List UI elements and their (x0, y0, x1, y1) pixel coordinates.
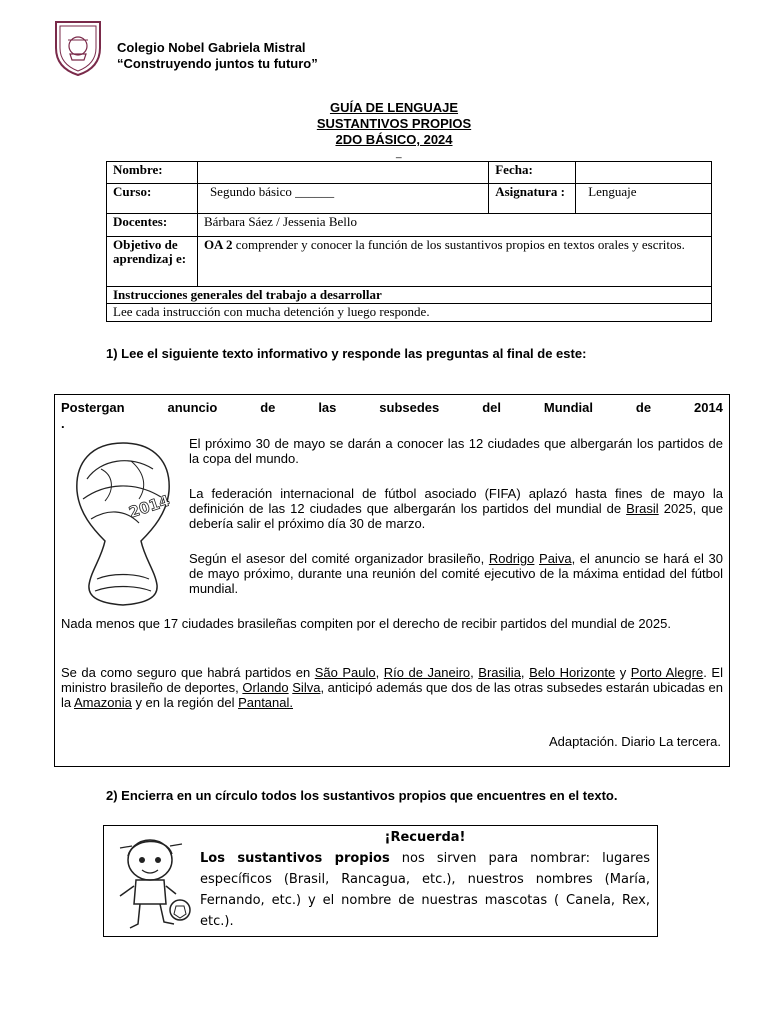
proper-noun-paiva: Paiva (539, 551, 572, 566)
objetivo-value (197, 237, 711, 287)
fecha-label: Fecha: (489, 162, 576, 184)
article-source: Adaptación. Diario La tercera. (549, 734, 721, 749)
title-dash: _ (396, 148, 402, 159)
nombre-field[interactable] (197, 162, 488, 184)
objetivo-code: OA 2 (203, 237, 233, 252)
guide-title: GUÍA DE LENGUAJE (329, 100, 459, 115)
article-paragraph-1: El próximo 30 de mayo se darán a conocer las 12 ciudades que albergarán los partidos de la copa del mundo. (189, 436, 723, 466)
objetivo-text: comprender y conocer la función de los sustantivos propios en textos orales y escritos. (232, 237, 685, 252)
article-paragraph-3: Según el asesor del comité organizador brasileño, Rodrigo Paiva, el anuncio se hará el 30 de mayo próximo, durante una reunión del comité ejecutivo de la máxima entidad del fútbol mundial. (189, 551, 723, 596)
curso-value: Segundo básico ______ (197, 184, 488, 214)
instrucciones-label: Instrucciones generales del trabajo a desarrollar (107, 287, 712, 304)
guide-grade-year: 2DO BÁSICO, 2024 (335, 132, 453, 147)
asignatura-value: Lenguaje (576, 184, 712, 214)
article-paragraph-2: La federación internacional de fútbol asociado (FIFA) aplazó hasta fines de mayo la definición de las 12 ciudades que albergarán los partidos del mundial de Brasil 2025, que debería salir el próximo día 30 de marzo. (189, 486, 723, 531)
article-paragraph-4: Nada menos que 17 ciudades brasileñas compiten por el derecho de recibir partidos del mundial de 2025. (61, 616, 671, 631)
asignatura-label: Asignatura : (489, 184, 576, 214)
boy-with-ball-image (110, 834, 196, 932)
question-1: 1) Lee el siguiente texto informativo y responde las preguntas al final de este: (106, 346, 587, 361)
article-box (54, 394, 730, 767)
headline-period: . (61, 416, 65, 431)
school-name: Colegio Nobel Gabriela Mistral (117, 40, 306, 55)
trophy-year: 2014 (126, 491, 172, 522)
recuerda-heading: ¡Recuerda! (384, 830, 466, 845)
proper-noun-rodrigo: Rodrigo (488, 551, 535, 566)
proper-noun-brasil: Brasil (626, 501, 659, 516)
curso-label: Curso: (107, 184, 198, 214)
article-headline: Postergan anuncio de las subsedes del Mundial de 2014 (61, 400, 723, 415)
world-cup-trophy-image (61, 439, 185, 609)
recuerda-text: Los sustantivos propios nos sirven para nombrar: lugares específicos (Brasil, Rancagua, etc.), nuestros nombres (María, Fernando, etc.) y el nombre de nuestras mascotas ( Canela, Rex, etc.). (200, 851, 650, 929)
recuerda-bold: Los sustantivos propios (200, 851, 390, 866)
info-table (106, 161, 712, 322)
objetivo-label: Objetivo de aprendizaj e: (107, 237, 198, 287)
article-paragraph-5: Se da como seguro que habrá partidos en São Paulo, Río de Janeiro, Brasilia, Belo Horizonte y Porto Alegre. El ministro brasileño de deportes, Orlando Silva, anticipó además que dos de las otras subsedes estarán ubicadas en la Amazonia y en la región del Pantanal. (61, 665, 724, 710)
docentes-value: Bárbara Sáez / Jessenia Bello (197, 214, 711, 237)
instrucciones-text: Lee cada instrucción con mucha detención y luego responde. (107, 304, 712, 322)
school-motto: “Construyendo juntos tu futuro” (117, 56, 318, 71)
school-logo (46, 18, 110, 78)
fecha-field[interactable] (576, 162, 712, 184)
docentes-label: Docentes: (107, 214, 198, 237)
recuerda-box (103, 825, 658, 937)
nombre-label: Nombre: (107, 162, 198, 184)
question-2: 2) Encierra en un círculo todos los sustantivos propios que encuentres en el texto. (106, 788, 618, 803)
guide-subtitle: SUSTANTIVOS PROPIOS (316, 116, 472, 131)
